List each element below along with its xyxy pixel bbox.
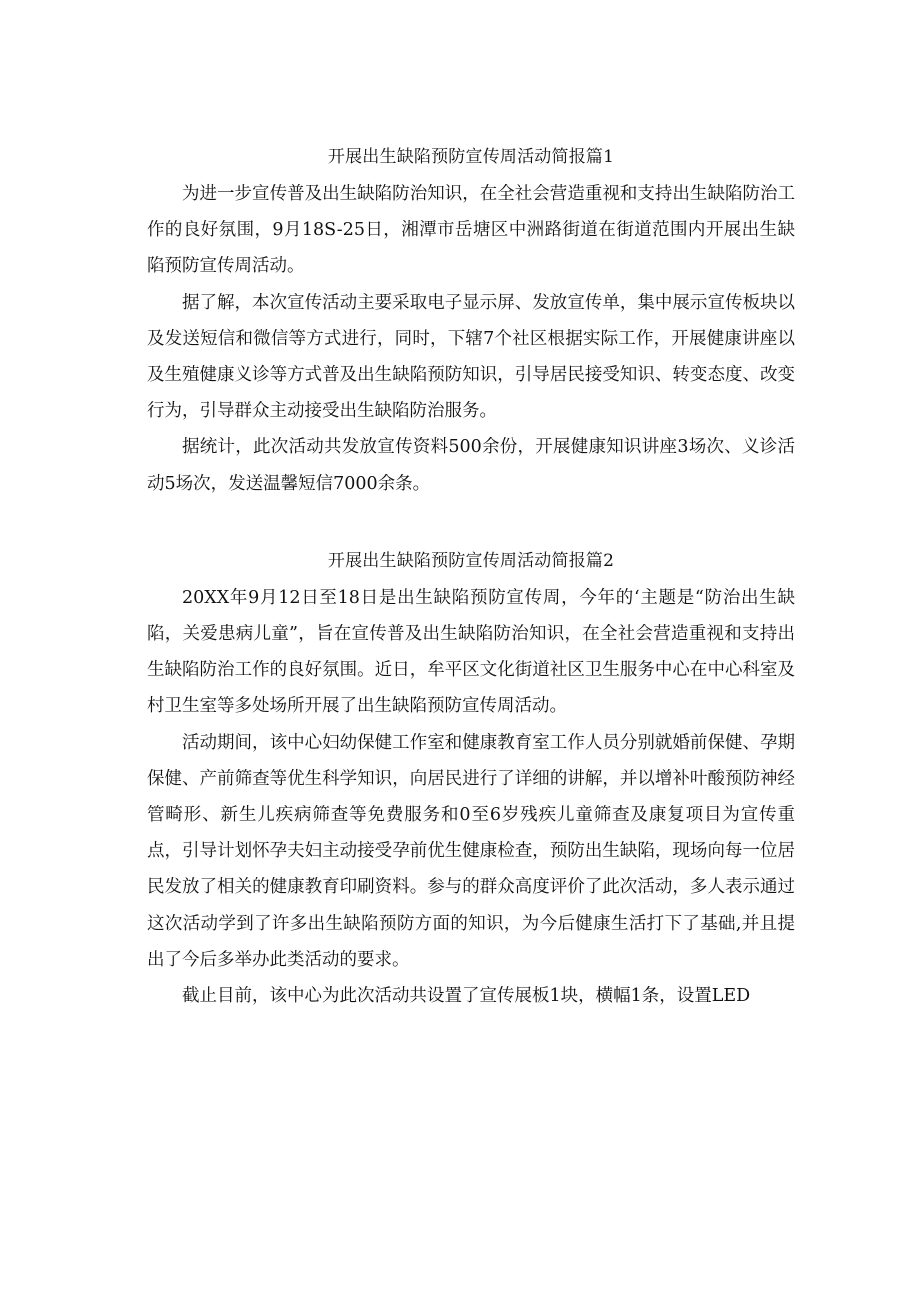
paragraph: 截止目前，该中心为此次活动共设置了宣传展板1块，横幅1条，设置LED — [182, 986, 751, 1007]
report-section-1 — [147, 140, 795, 502]
paragraph: 据了解，本次宣传活动主要采取电子显示屏、发放宣传单，集中展示宣传板块以及发送短信和微信等方式进行，同时，下辖7个社区根据实际工作，开展健康讲座以及生殖健康义诊等方式普及出生缺陷预防知识，引导居民接受知识、转变态度、改变行为，引导群众主动接受出生缺陷防治服务。 — [147, 292, 795, 422]
report-section-2 — [147, 544, 795, 1014]
document-page — [147, 140, 795, 1014]
section-title: 开展出生缺陷预防宣传周活动简报篇2 — [327, 550, 615, 571]
section-title: 开展出生缺陷预防宣传周活动简报篇1 — [327, 147, 615, 167]
paragraph: 20XX年9月12日至18日是出生缺陷预防宣传周，今年的‘主题是“防治出生缺陷，关爱患病儿童”，旨在宣传普及出生缺陷防治知识，在全社会营造重视和支持出生缺陷防治工作的良好氛围。近日，牟平区文化街道社区卫生服务中心在中心科室及村卫生室等多处场所开展了出生缺陷预防宣传周活动。 — [147, 587, 795, 717]
paragraph: 活动期间，该中心妇幼保健工作室和健康教育室工作人员分别就婚前保健、孕期保健、产前筛查等优生科学知识，向居民进行了详细的讲解，并以增补叶酸预防神经管畸形、新生儿疾病筛查等免费服务和0至6岁残疾儿童筛查及康复项目为宣传重点，引导计划怀孕夫妇主动接受孕前优生健康检查，预防出生缺陷，现场向每一位居民发放了相关的健康教育印刷资料。参与的群众高度评价了此次活动，多人表示通过这次活动学到了许多出生缺陷预防方面的知识，为今后健康生活打下了基础,并且提出了今后多举办此类活动的要求。 — [147, 732, 795, 970]
paragraph: 据统计，此次活动共发放宣传资料500余份，开展健康知识讲座3场次、义诊活动5场次，发送温馨短信7000余条。 — [147, 437, 795, 494]
paragraph: 为进一步宣传普及出生缺陷防治知识，在全社会营造重视和支持出生缺陷防治工作的良好氛围，9月18S-25日，湘潭市岳塘区中洲路街道在街道范围内开展出生缺陷预防宣传周活动。 — [147, 184, 795, 277]
